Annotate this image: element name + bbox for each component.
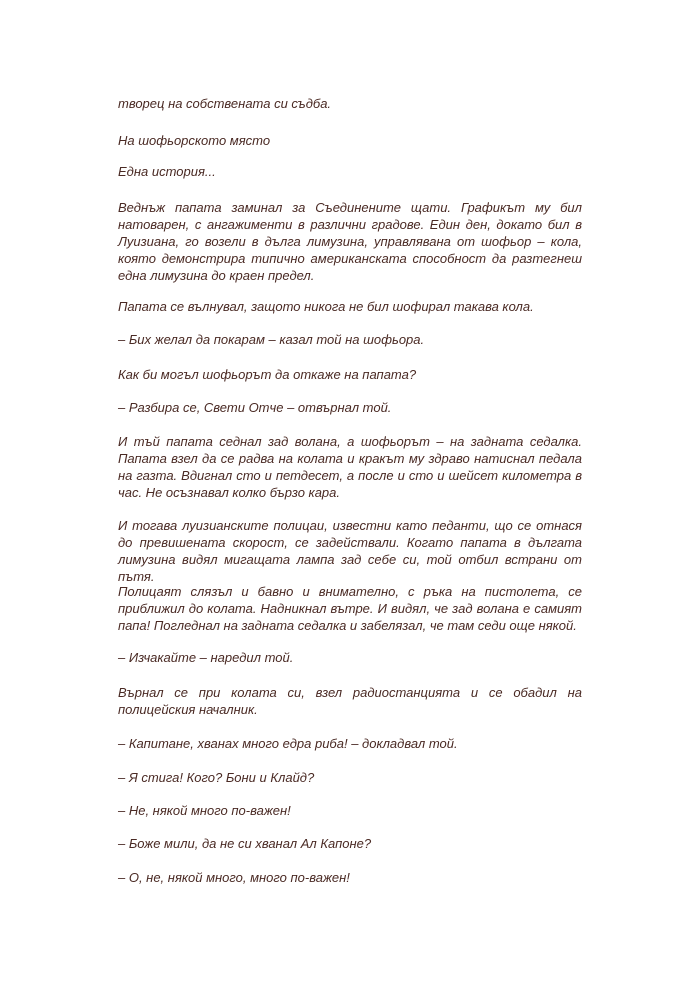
paragraph-14: – Капитане, хванах много едра риба! – докладвал той. bbox=[118, 736, 458, 751]
paragraph-17: – Боже мили, да не си хванал Ал Капоне? bbox=[118, 836, 372, 851]
paragraph-1: творец на собствената си съдба. bbox=[118, 96, 332, 111]
paragraph-10: И тогава луизианските полицаи, известни като педанти, що се отнася до превишената скорост, се задействали. Когато папата в дългата лимузина видял мигащата лампа зад себе си, той отбил встрани от пътя. bbox=[118, 518, 582, 584]
paragraph-16: – Не, някой много по-важен! bbox=[118, 803, 291, 818]
paragraph-4: Веднъж папата заминал за Съединените щати. Графикът му бил натоварен, с ангажименти в различни градове. Един ден, докато бил в Луизиана, го возели в дълга лимузина, управлявана от шофьор – кола, която демонстрира типично американската способност да разтегнеш една лимузина до краен предел. bbox=[118, 200, 582, 283]
paragraph-7: Как би могъл шофьорът да откаже на папата? bbox=[118, 367, 417, 382]
paragraph-18: – О, не, някой много, много по-важен! bbox=[118, 870, 350, 885]
paragraph-11: Полицаят слязъл и бавно и внимателно, с ръка на пистолета, се приближил до колата. Надникнал вътре. И видял, че зад волана е самият папа! Погледнал на задната седалка и забелязал, че там седи още някой. bbox=[118, 584, 582, 633]
paragraph-8: – Разбира се, Свети Отче – отвърнал той. bbox=[118, 400, 392, 415]
paragraph-13: Върнал се при колата си, взел радиостанцията и се обадил на полицейския началник. bbox=[118, 685, 582, 717]
paragraph-5: Папата се вълнувал, защото никога не бил шофирал такава кола. bbox=[118, 299, 534, 314]
paragraph-9: И тъй папата седнал зад волана, а шофьорът – на задната седалка. Папата взел да се радва на колата и кракът му здраво натиснал педала на газта. Вдигнал сто и петдесет, а после и сто и шейсет километра в час. Не осъзнавал колко бързо кара. bbox=[118, 434, 582, 500]
paragraph-12: – Изчакайте – наредил той. bbox=[118, 650, 294, 665]
paragraph-2: На шофьорското място bbox=[118, 133, 271, 148]
paragraph-3: Една история... bbox=[118, 164, 216, 179]
paragraph-15: – Я стига! Кого? Бони и Клайд? bbox=[118, 770, 315, 785]
paragraph-6: – Бих желал да покарам – казал той на шофьора. bbox=[118, 332, 425, 347]
